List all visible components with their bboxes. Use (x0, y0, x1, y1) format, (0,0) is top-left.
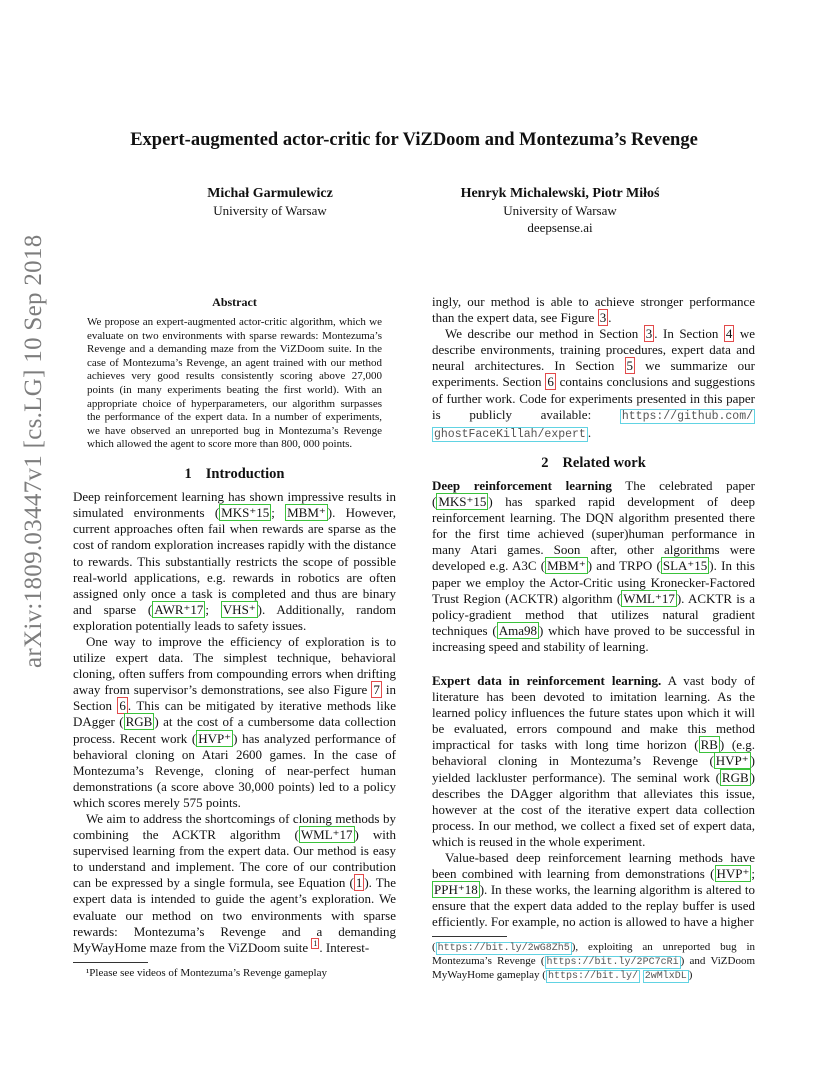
text: ) and TRPO ( (587, 558, 661, 574)
citation-link[interactable]: MKS⁺15 (221, 505, 270, 521)
section-ref-link[interactable]: 6 (547, 374, 554, 390)
footnote-divider (432, 936, 507, 937)
text: we summarize our experiments. Section (432, 358, 755, 390)
text: We describe our method in Section (445, 326, 644, 342)
text: . This can be mitigated by iterative methods like DAgger ( (73, 698, 396, 730)
citation-link[interactable]: RGB (125, 714, 153, 730)
text: contains conclusions and suggestions of further work. Code for experiments presented in this paper is publicly available: (432, 374, 755, 422)
citation-link[interactable]: WML⁺17 (623, 590, 675, 606)
citation-link[interactable]: RGB (721, 769, 749, 785)
text: ; (205, 601, 221, 617)
citation-link[interactable]: PPH⁺18 (434, 882, 478, 898)
right-column (432, 294, 755, 983)
text: ) with supervised learning from the expert data. Our method is easy to understand and implement. The core of our contribution can be expressed by a single formula, see Equation ( (73, 827, 396, 891)
section-ref-link[interactable]: 3 (645, 326, 653, 342)
text: ) describes the DAgger algorithm that alleviates this issue, however at the cost of the iterative expert data collection process. In our method, we collect a fixed set of expert data, which is reused in the whole experiment. (432, 769, 755, 849)
video-url-link[interactable]: https://bit.ly/ (547, 971, 638, 983)
citation-link[interactable]: HVP⁺ (198, 730, 232, 746)
related-paragraph-2 (432, 673, 755, 850)
citation-link[interactable]: RB (700, 737, 718, 753)
intro-paragraph-2 (73, 634, 396, 811)
citation-link[interactable]: SLA⁺15 (662, 558, 708, 574)
author-block-2 (430, 185, 690, 236)
video-url-link[interactable]: https://bit.ly/2wG8Zh5 (437, 943, 570, 955)
arxiv-identifier: arXiv:1809.03447v1 [cs.LG] 10 Sep 2018 (20, 234, 47, 668)
text: ) (e.g. behavioral cloning in Montezuma’s Revenge ( (432, 737, 755, 769)
text: ). However, current approaches often fail when rewards are sparse as the cost of random exploration increases rapidly with the distance to rewards. This substantially restricts the scope of possible real-world applications, e.g. rewards in robotics are often assigned only once a task is completed and thus are binary and sparse ( (73, 505, 396, 617)
paragraph-heading: Expert data in reinforcement learning. (432, 672, 662, 688)
text: Value-based deep reinforcement learning methods have been combined with learning from demonstrations ( (432, 850, 755, 882)
figure-ref-link[interactable]: 7 (373, 682, 380, 698)
citation-link[interactable]: MBM⁺ (287, 505, 326, 521)
footnote-divider (73, 962, 148, 963)
code-url-link[interactable]: https://github.com/ (621, 409, 753, 423)
video-url-link[interactable]: https://bit.ly/2PC7cRi (546, 957, 679, 969)
video-url-link[interactable]: 2wMlxDL (644, 971, 687, 983)
text: ). ACKTR is a policy-gradient method that utilizes natural gradient techniques ( (432, 590, 755, 638)
code-url-link[interactable]: ghostFaceKillah/expert (434, 427, 586, 441)
citation-link[interactable]: HVP⁺ (715, 753, 749, 769)
abstract-heading: Abstract (212, 295, 257, 309)
equation-ref-link[interactable]: 1 (355, 875, 363, 891)
text: ) and ViZDoom MyWayHome gameplay ( (432, 955, 755, 982)
author-affiliation: University of Warsaw (503, 203, 617, 218)
text: A vast body of literature has been devoted to imitation learning. As the learned policy influences the future states upon which it will be evaluated, errors compound and make this method impractical for tasks with long time horizon ( (432, 672, 755, 753)
text: ). In this paper we employ the Actor-Critic using Kronecker-Factored Trust Region (ACKTR) algorithm ( (432, 558, 755, 606)
citation-link[interactable]: Ama98 (498, 622, 537, 638)
text: . (587, 424, 592, 440)
right-paragraph-1 (432, 294, 755, 326)
author-affiliation: University of Warsaw (213, 203, 327, 218)
citation-link[interactable]: MKS⁺15 (438, 494, 487, 510)
text: One way to improve the efficiency of exploration is to utilize expert data. The simplest technique, behavioral cloning, often suffers from compounding errors when drifting away from supervisor’s demonstrations, see also Figure (73, 633, 396, 698)
text: ). Additionally, random exploration potentially leads to safety issues. (73, 601, 396, 633)
citation-link[interactable]: AWR⁺17 (154, 601, 204, 617)
text: we describe environments, training procedures, expert data and neural architectures. In Section (432, 326, 755, 374)
text: We aim to address the shortcomings of cloning methods by combining the ACKTR algorithm ( (73, 811, 396, 843)
text: . (608, 310, 612, 326)
text: ). In these works, the learning algorithm is altered to ensure that the expert data added to the replay buffer is used efficiently. For example, no action is allowed to have a higher (432, 882, 755, 930)
paragraph-gap (432, 655, 755, 673)
text: . In Section (654, 326, 724, 342)
text: ) at the cost of a cumbersome data collection process. Recent work ( (73, 714, 396, 746)
footnote-1-continued: ( https://bit.ly/2wG8Zh5 ), exploiting an unreported bug in Montezuma’s Revenge ( https://bit.ly/2PC7cRi ) and ViZDoom MyWayHome gameplay ( https://bit.ly/ 2wMlxDL ) (432, 941, 755, 983)
citation-link[interactable]: HVP⁺ (716, 866, 750, 882)
text: ) which have proved to be successful in increasing speed and stability of learning. (432, 622, 755, 654)
intro-paragraph-1 (73, 489, 396, 634)
text: in Section (73, 682, 396, 714)
text: Deep reinforcement learning has shown impressive results in simulated environments ( (73, 489, 396, 521)
footnote-1: ¹Please see videos of Montezuma’s Revenge gameplay (86, 966, 327, 979)
section-title: Related work (562, 454, 646, 471)
related-paragraph-3 (432, 850, 755, 930)
text: ; (271, 505, 286, 521)
text: ) has sparked rapid development of deep reinforcement learning. The DQN algorithm presented there for the first time achieved (super)human performance in many Atari games. Soon after, other algorithms were developed e.g. A3C ( (432, 494, 755, 574)
left-column (73, 294, 396, 980)
text: ) yielded lackluster performance). The seminal work ( (432, 753, 755, 785)
footnote-ref-link[interactable]: 1 (313, 939, 318, 949)
section-heading-related-work (432, 455, 755, 471)
author-block-1 (170, 185, 370, 219)
abstract-text: We propose an expert-augmented actor-critic algorithm, which we evaluate on two environments with sparse rewards: Montezuma’s Revenge and a demanding maze from the ViZDoom suite. In the case of Montezuma’s Revenge, an agent trained with our method achieves very good results consistently scoring above 27,000 points (in many experiments beating the first world). With an appropriate choice of hyperparameters, our algorithm surpasses the performance of the expert data. In a number of experiments, we have observed an unreported bug in Montezuma’s Revenge which allowed the agent to score more than 800, 000 points. (87, 316, 382, 451)
paper-title: Expert-augmented actor-critic for ViZDoom and Montezuma’s Revenge (130, 130, 698, 150)
citation-link[interactable]: WML⁺17 (300, 827, 353, 843)
figure-ref-link[interactable]: 3 (599, 310, 607, 326)
right-paragraph-2 (432, 326, 755, 443)
text: ingly, our method is able to achieve stronger performance than the expert data, see Figure (432, 294, 755, 326)
text: ). The expert data is intended to guide the agent’s exploration. We evaluate our method on two environments with sparse rewards: Montezuma’s Revenge and a demanding MyWayHome maze from the ViZDoom suite (73, 875, 396, 955)
section-heading-introduction (73, 466, 396, 482)
author-names: Henryk Michalewski, Piotr Miłoś (460, 186, 660, 201)
related-paragraph-1 (432, 478, 755, 655)
text: . Interest- (319, 939, 370, 955)
text: ), exploiting an unreported bug in Montezuma’s Revenge ( (432, 941, 755, 968)
text: ) has analyzed performance of behavioral cloning on Atari 2600 games. In the case of Montezuma’s Revenge, cloning of near-perfect human demonstrations (a score above 30,000 points) led to a policy which scores merely 575 points. (73, 730, 396, 810)
section-ref-link[interactable]: 5 (626, 358, 634, 374)
author-names: Michał Garmulewicz (207, 186, 333, 201)
citation-link[interactable]: VHS⁺ (222, 601, 256, 617)
section-number: 1 (184, 466, 192, 483)
text: The celebrated paper ( (432, 477, 756, 510)
section-ref-link[interactable]: 6 (119, 698, 126, 714)
section-title: Introduction (205, 466, 285, 483)
citation-link[interactable]: MBM⁺ (547, 558, 586, 574)
text: ) (688, 969, 693, 982)
abstract (73, 294, 396, 452)
text: ; (751, 866, 755, 882)
paragraph-heading: Deep reinforcement learning (432, 477, 612, 493)
intro-paragraph-3 (73, 811, 396, 956)
author-affiliation-extra: deepsense.ai (527, 220, 593, 235)
section-ref-link[interactable]: 4 (725, 326, 733, 342)
section-number: 2 (541, 454, 549, 471)
